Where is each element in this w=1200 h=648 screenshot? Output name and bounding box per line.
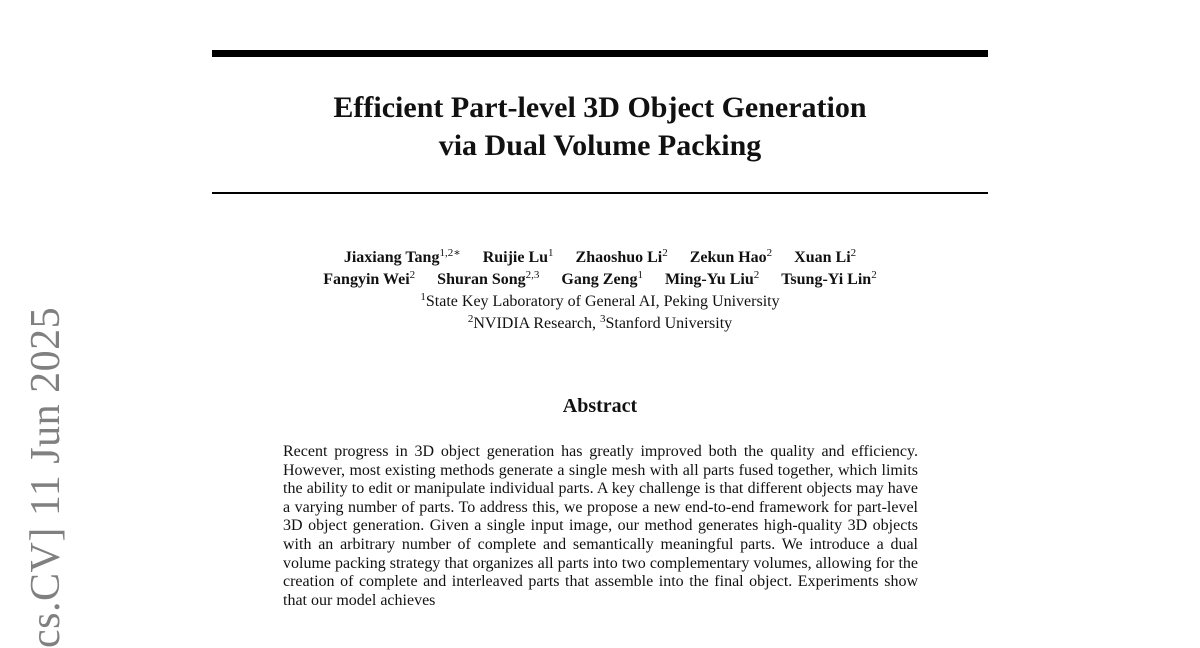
- arxiv-identifier-stamp: cs.CV] 11 Jun 2025: [23, 306, 69, 648]
- author: Ruijie Lu$^1$: [482, 247, 554, 266]
- title-line-1: Efficient Part-level 3D Object Generation: [333, 91, 867, 124]
- author: Zhaoshuo Li$^2$: [575, 247, 668, 266]
- author: Zekun Hao$^2$: [689, 247, 773, 266]
- author: Gang Zeng$^1$: [561, 269, 643, 288]
- author: Fangyin Wei$^2$: [323, 269, 416, 288]
- author: Xuan Li$^2$: [794, 247, 857, 266]
- abstract-heading: Abstract: [562, 395, 638, 417]
- title-bottom-rule: [212, 192, 988, 194]
- author-block: [212, 247, 988, 335]
- author: Tsung-Yi Lin$^2$: [781, 269, 877, 288]
- author: Jiaxiang Tang$^{1,2∗}$: [343, 247, 461, 266]
- title-line-2: via Dual Volume Packing: [438, 129, 762, 162]
- affiliation-1: $^1$State Key Laboratory of General AI, Peking University: [420, 291, 780, 310]
- affiliation-2: $^2$NVIDIA Research, $^3$Stanford University: [467, 313, 733, 332]
- abstract-text: Recent progress in 3D object generation has greatly improved both the quality and efficiency. However, most existing methods generate a single mesh with all parts fused together, which limits the ability to edit or manipulate individual parts. A key challenge is that different objects may have a varying number of parts. To address this, we propose a new end-to-end framework for part-level 3D object generation. Given a single input image, our method generates high-quality 3D objects with an arbitrary number of complete and semantically meaningful parts. We introduce a dual volume packing strategy that organizes all parts into two complementary volumes, allowing for the creation of complete and interleaved parts that assemble into the final object. Experiments show that our model achieves: [283, 443, 918, 609]
- author-line-1: [212, 247, 988, 269]
- author: Ming-Yu Liu$^2$: [664, 269, 760, 288]
- author: Shuran Song$^{2,3}$: [437, 269, 540, 288]
- author-line-2: [212, 269, 988, 291]
- title-top-rule: [212, 50, 988, 57]
- paper-title: [212, 89, 988, 165]
